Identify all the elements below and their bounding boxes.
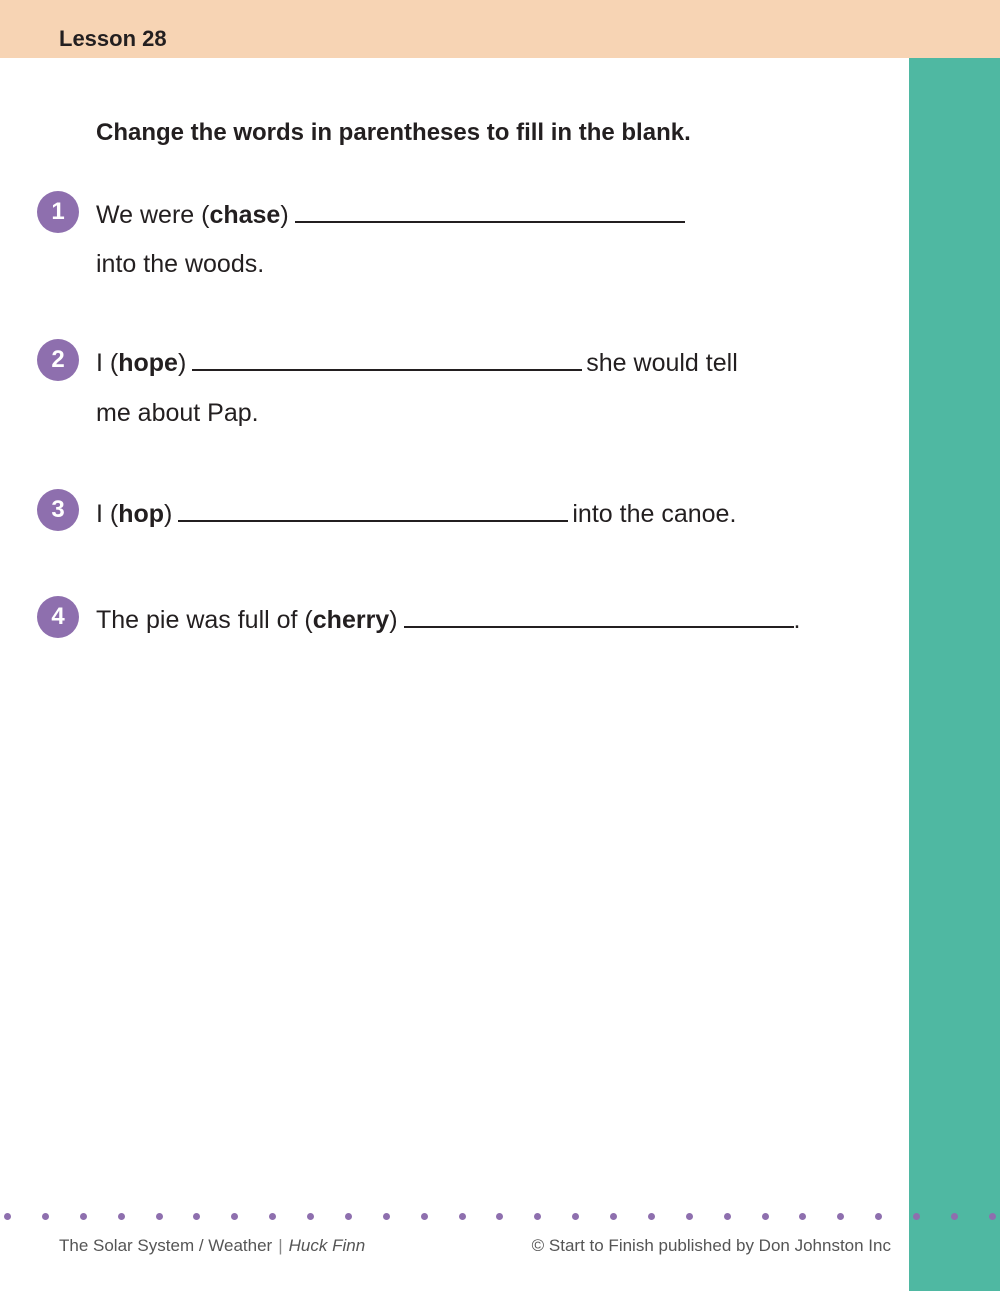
sentence-suffix: she would tell (586, 349, 738, 377)
footer-separator: | (278, 1236, 283, 1255)
footer-left (59, 1235, 365, 1257)
item-2-continuation: me about Pap. (96, 399, 259, 427)
item-number-badge: 2 (37, 339, 79, 381)
instructions-heading: Change the words in parentheses to fill in the blank. (96, 119, 691, 146)
item-number-badge: 4 (37, 596, 79, 638)
sentence-suffix: . (793, 606, 801, 634)
sentence-prefix: I ( (96, 500, 119, 528)
base-word: hope (118, 349, 178, 377)
item-2-sentence (96, 343, 738, 380)
answer-blank-2[interactable] (192, 343, 582, 371)
answer-blank-4[interactable] (404, 600, 794, 628)
sentence-paren: ) (164, 500, 173, 528)
item-number-badge: 3 (37, 489, 79, 531)
item-4-sentence (96, 600, 801, 637)
answer-blank-1[interactable] (295, 195, 685, 223)
sentence-suffix: into the canoe. (572, 500, 737, 528)
base-word: cherry (312, 606, 390, 634)
sentence-paren: ) (280, 201, 289, 229)
item-1-continuation: into the woods. (96, 250, 265, 278)
footer-book-title: Huck Finn (288, 1236, 366, 1255)
base-word: hop (118, 500, 165, 528)
item-1-sentence (96, 195, 689, 232)
footer-subject: The Solar System / Weather (59, 1236, 273, 1255)
item-number-badge: 1 (37, 191, 79, 233)
sentence-paren: ) (389, 606, 398, 634)
sentence-prefix: The pie was full of ( (96, 606, 313, 634)
sentence-paren: ) (177, 349, 187, 377)
item-3-sentence (96, 494, 736, 531)
sentence-prefix: We were ( (96, 201, 210, 229)
footer-copyright: © Start to Finish published by Don Johnston Inc (531, 1236, 891, 1255)
answer-blank-3[interactable] (178, 494, 568, 522)
base-word: chase (209, 201, 281, 229)
dotted-divider (0, 1213, 1000, 1223)
side-color-bar (909, 58, 1000, 1291)
lesson-title: Lesson 28 (59, 26, 167, 51)
sentence-prefix: I ( (96, 349, 119, 377)
